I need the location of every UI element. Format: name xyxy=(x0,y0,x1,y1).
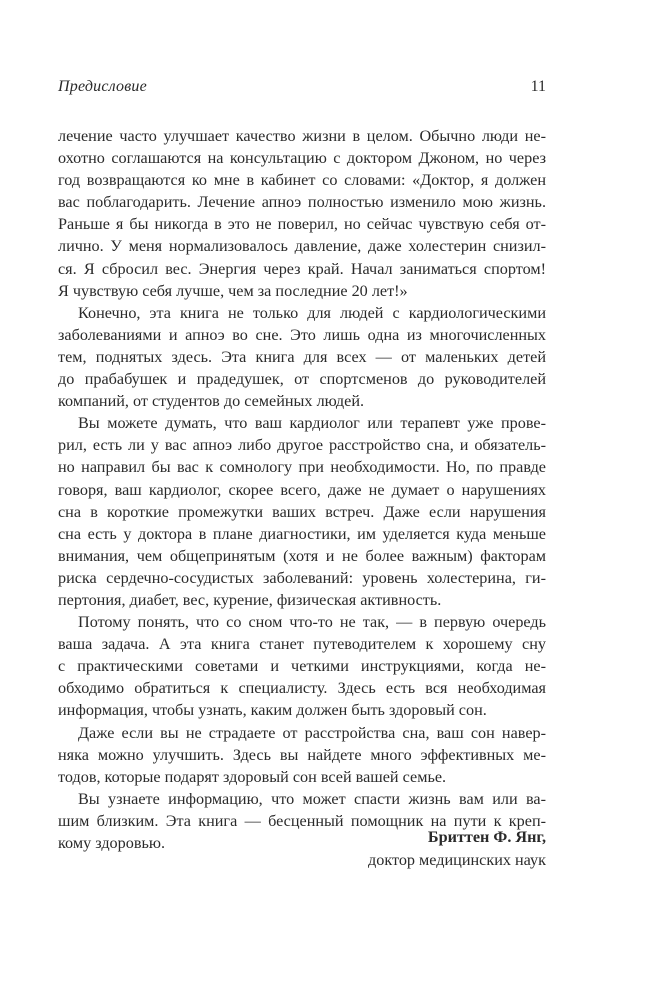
text-line: заболеваниями и апноэ во сне. Это лишь одна из многочисленных xyxy=(58,325,546,344)
text-line: кому здоровью. xyxy=(58,834,165,852)
author-signature xyxy=(368,826,546,872)
text-line: Вы узнаете информацию, что может спасти жизнь вам или ва- xyxy=(78,789,546,808)
paragraph-1 xyxy=(58,125,546,302)
text-line: до прабабушек и прадедушек, от спортсменов до руководителей xyxy=(58,370,546,389)
running-header xyxy=(58,78,546,102)
text-line: лечение часто улучшает качество жизни в целом. Обычно люди не- xyxy=(58,127,546,145)
text-line: Вы можете думать, что ваш кардиолог или терапевт уже прове- xyxy=(78,414,546,433)
chapter-title: Предисловие xyxy=(58,78,147,95)
text-line: с практическими советами и четкими инструкциями, когда не- xyxy=(58,657,546,676)
text-line: но направил бы вас к сомнологу при необходимости. Но, по правде xyxy=(58,458,546,477)
paragraph-2 xyxy=(58,302,546,412)
text-line: год возвращаются ко мне в кабинет со словами: «Доктор, я должен xyxy=(58,171,546,190)
text-line: информация, чтобы узнать, каким должен быть здоровый сон. xyxy=(58,701,487,720)
text-line: компаний, от студентов до семейных людей. xyxy=(58,392,365,411)
text-line: внимания, чем общепринятым (хотя и не более важным) факторам xyxy=(58,546,546,565)
body-text xyxy=(58,125,546,854)
text-line: тем, поднятых здесь. Эта книга для всех — от маленьких детей xyxy=(58,347,546,366)
text-line: лично. У меня нормализовалось давление, даже холестерин снизил- xyxy=(58,237,546,256)
author-credential: доктор медицинских наук xyxy=(367,851,546,869)
text-line: Я чувствую себя лучше, чем за последние 20 лет!» xyxy=(58,281,408,300)
text-line: рил, есть ли у вас апноэ либо другое расстройство сна, и обязатель- xyxy=(58,436,546,455)
text-line: ваша задача. А эта книга станет путеводителем к хорошему сну xyxy=(58,635,546,654)
text-line: Потому понять, что со сном что-то не так, — в первую очередь xyxy=(78,613,546,632)
text-line: Конечно, эта книга не только для людей с кардиологическими xyxy=(78,303,546,322)
text-line: риска сердечно-сосудистых заболеваний: уровень холестерина, ги- xyxy=(58,568,546,587)
text-line: говоря, ваш кардиолог, скорее всего, даже не думает о нарушениях xyxy=(58,480,546,499)
paragraph-3 xyxy=(58,412,546,611)
text-line: сна в короткие промежутки ваших встреч. Даже если нарушения xyxy=(58,502,546,521)
text-line: пертония, диабет, вес, курение, физическая активность. xyxy=(58,590,442,609)
text-line: сна есть у доктора в плане диагностики, им уделяется куда меньше xyxy=(58,524,546,543)
text-line: вас поблагодарить. Лечение апноэ полностью изменило мою жизнь. xyxy=(58,193,546,212)
text-line: няка можно улучшить. Здесь вы найдете много эффективных ме- xyxy=(58,745,546,764)
text-line: ся. Я сбросил вес. Энергия через край. Начал заниматься спортом! xyxy=(58,259,546,278)
author-name: Бриттен Ф. Янг, xyxy=(427,828,546,846)
text-line: тодов, которые подарят здоровый сон всей вашей семье. xyxy=(58,767,447,786)
text-line: обходимо обратиться к специалисту. Здесь есть вся необходимая xyxy=(58,679,546,698)
page-number: 11 xyxy=(530,78,546,95)
paragraph-5 xyxy=(58,722,546,788)
text-line: шим близким. Эта книга — бесценный помощник на пути к креп- xyxy=(58,811,546,830)
text-line: Даже если вы не страдаете от расстройства сна, ваш сон навер- xyxy=(78,723,546,742)
text-line: охотно соглашаются на консультацию с доктором Джоном, но через xyxy=(58,149,546,168)
text-line: Раньше я бы никогда в это не поверил, но сейчас чувствую себя от- xyxy=(58,215,546,234)
paragraph-4 xyxy=(58,611,546,721)
